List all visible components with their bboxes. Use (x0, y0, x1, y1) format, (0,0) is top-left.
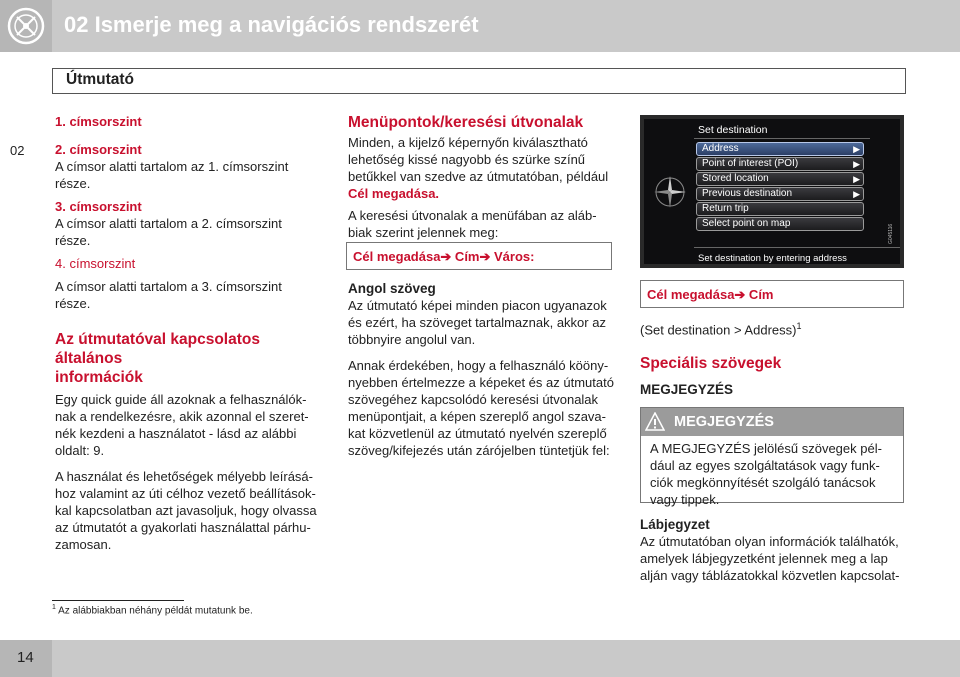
heading-level-4: 4. címsorszint (55, 256, 136, 271)
text-line: A keresési útvonalak a menüfában az aláb- (348, 208, 597, 223)
text-line: hoz valamint az úti célhoz vezető beállítások- (55, 486, 316, 501)
screen-divider (694, 138, 870, 139)
screen-display (644, 119, 900, 264)
info-icon (645, 412, 665, 432)
text-line: nak a rendelkezésre, akik azonnal el szeret- (55, 409, 309, 424)
chevron-right-icon: ▶ (853, 174, 860, 184)
search-path-text: Cél megadása➔ Cím (647, 287, 774, 302)
body-text: A címsor alatti tartalom az 1. címsorszint (55, 159, 289, 174)
body-text: része. (55, 296, 91, 311)
general-info-heading: információk (55, 369, 143, 386)
heading-level-3: 3. címsorszint (55, 199, 142, 214)
chapter-icon-box (0, 0, 52, 52)
text-line: az útmutatót a gyakorlati használattal párhu- (55, 520, 311, 535)
compass-icon (0, 0, 52, 52)
body-text: A címsor alatti tartalom a 3. címsorszint (55, 279, 282, 294)
text-line: szöveg/kifejezés után zárójelben tüntetjük fel: (348, 443, 610, 458)
special-texts-heading: Speciális szövegek (640, 355, 782, 372)
note-body (650, 440, 900, 508)
footnote-marker: 1 (52, 604, 56, 611)
heading-level-1: 1. címsorszint (55, 114, 142, 129)
text-line: és ezért, ha szöveget tartalmaznak, akkor az (348, 315, 606, 330)
navigation-screen-image (640, 115, 904, 268)
screen-menu-item[interactable] (696, 187, 864, 201)
chevron-right-icon: ▶ (853, 144, 860, 154)
page-footnote (52, 604, 253, 616)
chevron-right-icon: ▶ (853, 189, 860, 199)
paragraph (55, 468, 325, 553)
text-line: kat közvetlenül az útmutató nyelvén szereplő (348, 426, 607, 441)
text-line: szövegéhez kapcsolódó keresési útvonalak (348, 392, 599, 407)
text-line: menüpontjait, a képen szereplő angol szava- (348, 409, 606, 424)
menu-item-label: Select point on map (702, 218, 791, 229)
screen-menu-item[interactable] (696, 157, 864, 171)
note-box-header (641, 408, 903, 436)
text-line: lehetőség kissé nagyobb és szürke színű (348, 152, 586, 167)
footnote-section (640, 516, 904, 584)
text-line: vagy tippek. (650, 492, 720, 507)
menu-item-label: Address (702, 143, 739, 154)
menu-item-label: Return trip (702, 203, 749, 214)
text-line: biak szerint jelennek meg: (348, 225, 499, 240)
screen-footer-text: Set destination by entering address (698, 253, 847, 264)
screen-divider (694, 247, 900, 248)
general-info-heading: Az útmutatóval kapcsolatos általános (55, 331, 260, 367)
margin-chapter-number: 02 (10, 143, 25, 158)
menu-item-label: Point of interest (POI) (702, 158, 799, 169)
footnote-marker: 1 (796, 321, 802, 331)
menu-item-label: Stored location (702, 173, 769, 184)
text-line: nyebben értelmezze a képeket és az útmutató (348, 375, 614, 390)
heading-level-2: 2. címsorszint (55, 142, 142, 157)
note-label: MEGJEGYZÉS (640, 382, 734, 397)
text-line: Az útmutatóban olyan információk találhatók, (640, 534, 899, 549)
text-line: amelyek lábjegyzetként jelennek meg a lap (640, 551, 888, 566)
menu-item-label: Previous destination (702, 188, 793, 199)
screen-menu-item[interactable] (696, 172, 864, 186)
text-line: A használat és lehetőségek mélyebb leírásá- (55, 469, 313, 484)
compass-rose-icon (652, 174, 688, 210)
search-path-box (346, 242, 612, 270)
text-line: Annak érdekében, hogy a felhasználó kööny- (348, 358, 609, 373)
body-text: A címsor alatti tartalom a 2. címsorszint (55, 216, 282, 231)
note-box-title: MEGJEGYZÉS (674, 414, 774, 430)
page-number: 14 (17, 649, 34, 666)
footnote-text: Az alábbiakban néhány példát mutatunk be. (55, 605, 253, 617)
column-2 (348, 113, 624, 241)
section-bar (52, 68, 906, 94)
translation-text (640, 318, 801, 338)
text-line: nék kezdeni a használatot - lásd az alábbi (55, 426, 297, 441)
menu-paths-heading: Menüpontok/keresési útvonalak (348, 114, 584, 131)
footnote-heading: Lábjegyzet (640, 517, 710, 532)
text-line: betűkkel van szedve az útmutatóban, például (348, 169, 609, 184)
english-text-heading: Angol szöveg (348, 281, 436, 296)
text-line: zamosan. (55, 537, 112, 552)
text-line: Az útmutató képei minden piacon ugyanazok (348, 298, 607, 313)
text-line: oldalt: 9. (55, 443, 105, 458)
menu-example-text: Cél megadása. (348, 186, 440, 201)
text-line: dául az egyes szolgáltatások vagy funk- (650, 458, 880, 473)
text-line: ciók megkönnyítését szolgáló tanácsok (650, 475, 876, 490)
body-text: része. (55, 233, 91, 248)
text-line: alján vagy táblázatokkal közvetlen kapcsolat- (640, 568, 900, 583)
screen-menu-item[interactable] (696, 217, 864, 231)
page-footer (0, 640, 960, 677)
screen-menu-item[interactable] (696, 142, 864, 156)
paragraph (55, 391, 325, 459)
column-1 (55, 113, 325, 553)
translation-label: (Set destination > Address) (640, 322, 797, 338)
chapter-title: 02 Ismerje meg a navigációs rendszerét (64, 12, 479, 37)
search-path-text: Cél megadása➔ Cím➔ Város: (353, 249, 535, 264)
image-code: G045116 (888, 223, 894, 244)
screen-title: Set destination (698, 124, 768, 136)
chevron-right-icon: ▶ (853, 159, 860, 169)
text-line: Egy quick guide áll azoknak a felhasználók- (55, 392, 307, 407)
column-2-lower (348, 280, 624, 459)
search-path-box (640, 280, 904, 308)
text-line: többnyire angolul van. (348, 332, 476, 347)
text-line: Minden, a kijelző képernyőn kiválasztható (348, 135, 588, 150)
text-line: kal kapcsolatban azt javasoljuk, hogy olvassa (55, 503, 317, 518)
footnote-divider (52, 600, 184, 601)
section-title: Útmutató (66, 71, 135, 88)
text-line: A MEGJEGYZÉS jelölésű szövegek pél- (650, 441, 882, 456)
body-text: része. (55, 176, 91, 191)
screen-menu-item[interactable] (696, 202, 864, 216)
